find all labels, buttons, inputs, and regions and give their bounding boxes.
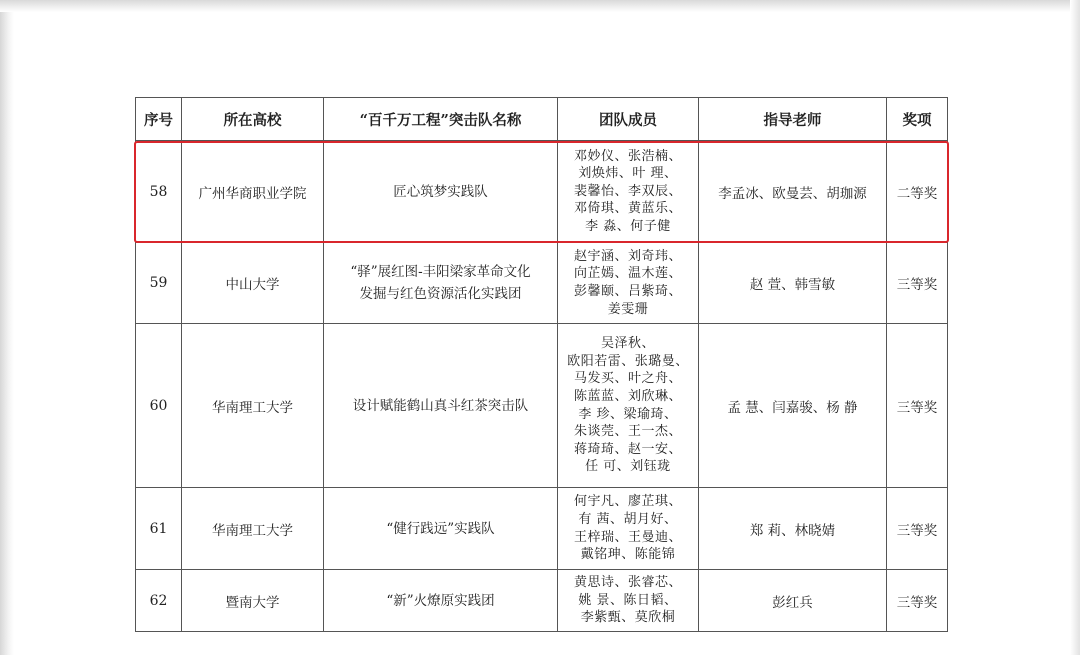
table-row <box>136 141 948 243</box>
cell-team <box>324 488 558 570</box>
member-line: 裴馨怡、李双辰、 <box>573 183 682 199</box>
cell-members <box>558 243 699 324</box>
cell-members <box>558 570 699 632</box>
cell-index: 59 <box>136 243 182 324</box>
member-line: 向芷嫣、温木莲、 <box>573 266 682 282</box>
member-line: 姜雯珊 <box>607 301 649 317</box>
header-members: 团队成员 <box>558 98 699 141</box>
team-line: “驿”展红图-丰阳梁家革命文化 <box>350 264 531 280</box>
awards-table <box>135 97 948 632</box>
cell-school: 华南理工大学 <box>182 488 324 570</box>
header-advisors: 指导老师 <box>699 98 887 141</box>
member-line: 有 茜、胡月好、 <box>578 511 678 527</box>
cell-index: 62 <box>136 570 182 632</box>
team-line: 设计赋能鹤山真斗红茶突击队 <box>352 397 529 414</box>
member-line: 李 淼、何子健 <box>585 218 671 234</box>
table-header-row <box>136 98 948 141</box>
member-line: 戴铭珅、陈能锦 <box>580 547 676 563</box>
cell-advisors: 李孟冰、欧曼芸、胡珈源 <box>699 141 887 243</box>
cell-members <box>558 141 699 243</box>
member-line: 任 可、刘钰珑 <box>585 459 671 475</box>
member-line: 李 珍、梁瑜琦、 <box>578 406 678 422</box>
member-line: 黄思诗、张睿芯、 <box>573 575 682 591</box>
cell-award: 三等奖 <box>887 488 948 570</box>
header-team: “百千万工程”突击队名称 <box>324 98 558 141</box>
header-award: 奖项 <box>887 98 948 141</box>
cell-advisors: 彭红兵 <box>699 570 887 632</box>
cell-award: 二等奖 <box>887 141 948 243</box>
cell-index: 61 <box>136 488 182 570</box>
member-line: 欧阳若雷、张璐曼、 <box>567 353 689 369</box>
cell-award: 三等奖 <box>887 570 948 632</box>
cell-school: 广州华商职业学院 <box>182 141 324 243</box>
member-line: 吴泽秋、 <box>600 336 655 352</box>
cell-index: 58 <box>136 141 182 243</box>
table-row <box>136 488 948 570</box>
member-line: 邓倚琪、黄蓝乐、 <box>573 201 682 217</box>
cell-index: 60 <box>136 324 182 488</box>
cell-school: 中山大学 <box>182 243 324 324</box>
cell-school: 华南理工大学 <box>182 324 324 488</box>
page-shadow-top <box>0 0 1080 12</box>
member-line: 姚 景、陈日韬、 <box>578 592 678 608</box>
cell-school: 暨南大学 <box>182 570 324 632</box>
cell-team <box>324 141 558 243</box>
table-row <box>136 324 948 488</box>
cell-award: 三等奖 <box>887 243 948 324</box>
cell-team <box>324 570 558 632</box>
team-line: 匠心筑梦实践队 <box>393 183 488 200</box>
header-school: 所在高校 <box>182 98 324 141</box>
header-index: 序号 <box>136 98 182 141</box>
member-line: 赵宇涵、刘奇玮、 <box>573 248 682 264</box>
team-line: 发掘与红色资源活化实践团 <box>359 286 522 302</box>
member-line: 朱谈莞、王一杰、 <box>573 424 682 440</box>
member-line: 彭馨颐、吕紫琦、 <box>573 284 682 299</box>
table-row <box>136 570 948 632</box>
cell-team <box>324 243 558 324</box>
member-line: 李紫甄、莫欣桐 <box>580 610 676 626</box>
cell-advisors: 郑 莉、林晓婧 <box>699 488 887 570</box>
cell-members <box>558 324 699 488</box>
member-line: 马发买、叶之舟、 <box>573 371 682 387</box>
cell-members <box>558 488 699 570</box>
cell-team <box>324 324 558 488</box>
table-row <box>136 243 948 324</box>
page-shadow-left <box>0 0 14 655</box>
cell-award: 三等奖 <box>887 324 948 488</box>
member-line: 王梓瑞、王曼迪、 <box>573 529 682 545</box>
cell-advisors: 赵 萱、韩雪敏 <box>699 243 887 324</box>
page-shadow-right <box>1070 0 1080 655</box>
member-line: 邓妙仪、张浩楠、 <box>573 148 682 164</box>
team-line: “新”火燎原实践团 <box>386 592 495 609</box>
member-line: 蒋琦琦、赵一安、 <box>573 441 682 457</box>
member-line: 何宇凡、廖芷琪、 <box>573 494 682 510</box>
cell-advisors: 孟 慧、闫嘉骏、杨 静 <box>699 324 887 488</box>
member-line: 刘焕炜、叶 理、 <box>578 166 678 182</box>
team-line: “健行践远”实践队 <box>386 520 495 537</box>
member-line: 陈蓝蓝、刘欣琳、 <box>573 388 682 404</box>
